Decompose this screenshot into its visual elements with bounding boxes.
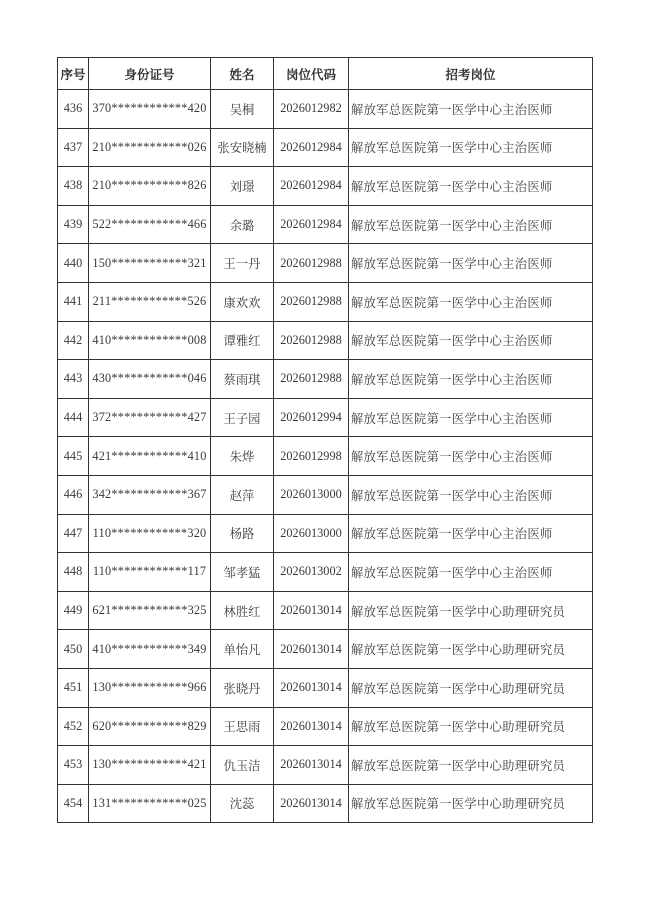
cell-job-title: 解放军总医院第一医学中心主治医师 [349, 514, 593, 553]
table-row [58, 514, 593, 553]
cell-name: 张晓丹 [211, 668, 274, 707]
cell-id-number: 621************325 [89, 591, 211, 630]
cell-serial: 439 [58, 205, 89, 244]
cell-name: 邹孝猛 [211, 553, 274, 592]
cell-serial: 445 [58, 437, 89, 476]
cell-job-code: 2026013014 [274, 630, 349, 669]
cell-serial: 454 [58, 784, 89, 823]
table-row [58, 630, 593, 669]
cell-job-code: 2026013014 [274, 784, 349, 823]
cell-job-code: 2026012994 [274, 398, 349, 437]
cell-serial: 449 [58, 591, 89, 630]
cell-job-title: 解放军总医院第一医学中心主治医师 [349, 90, 593, 129]
cell-job-title: 解放军总医院第一医学中心助理研究员 [349, 630, 593, 669]
cell-id-number: 620************829 [89, 707, 211, 746]
cell-serial: 451 [58, 668, 89, 707]
table-row [58, 360, 593, 399]
cell-serial: 446 [58, 475, 89, 514]
cell-serial: 441 [58, 282, 89, 321]
cell-job-title: 解放军总医院第一医学中心主治医师 [349, 398, 593, 437]
cell-name: 王子园 [211, 398, 274, 437]
cell-serial: 452 [58, 707, 89, 746]
cell-job-title: 解放军总医院第一医学中心助理研究员 [349, 707, 593, 746]
cell-id-number: 211************526 [89, 282, 211, 321]
cell-job-title: 解放军总医院第一医学中心主治医师 [349, 475, 593, 514]
cell-name: 王一丹 [211, 244, 274, 283]
cell-id-number: 342************367 [89, 475, 211, 514]
cell-job-code: 2026012982 [274, 90, 349, 129]
table-row [58, 244, 593, 283]
cell-name: 谭雅红 [211, 321, 274, 360]
cell-job-code: 2026013000 [274, 514, 349, 553]
cell-name: 康欢欢 [211, 282, 274, 321]
cell-job-code: 2026013014 [274, 746, 349, 785]
cell-job-code: 2026013014 [274, 591, 349, 630]
cell-job-code: 2026013014 [274, 707, 349, 746]
cell-id-number: 210************826 [89, 167, 211, 206]
cell-job-code: 2026012988 [274, 321, 349, 360]
cell-job-code: 2026013002 [274, 553, 349, 592]
table-row [58, 784, 593, 823]
cell-name: 蔡雨琪 [211, 360, 274, 399]
table-row [58, 398, 593, 437]
cell-serial: 448 [58, 553, 89, 592]
cell-id-number: 150************321 [89, 244, 211, 283]
table-row [58, 437, 593, 476]
cell-id-number: 372************427 [89, 398, 211, 437]
cell-name: 沈蕊 [211, 784, 274, 823]
cell-job-code: 2026012984 [274, 167, 349, 206]
cell-job-title: 解放军总医院第一医学中心主治医师 [349, 205, 593, 244]
cell-job-code: 2026012988 [274, 244, 349, 283]
cell-serial: 447 [58, 514, 89, 553]
cell-name: 吴桐 [211, 90, 274, 129]
cell-id-number: 210************026 [89, 128, 211, 167]
cell-id-number: 522************466 [89, 205, 211, 244]
cell-serial: 437 [58, 128, 89, 167]
table-row [58, 707, 593, 746]
cell-serial: 442 [58, 321, 89, 360]
cell-serial: 450 [58, 630, 89, 669]
table-row [58, 591, 593, 630]
cell-id-number: 421************410 [89, 437, 211, 476]
table-header-row [58, 58, 593, 90]
table-body [58, 90, 593, 823]
cell-name: 杨路 [211, 514, 274, 553]
column-header-job-title: 招考岗位 [349, 58, 593, 90]
table-row [58, 475, 593, 514]
cell-job-title: 解放军总医院第一医学中心主治医师 [349, 437, 593, 476]
cell-name: 仇玉洁 [211, 746, 274, 785]
cell-job-title: 解放军总医院第一医学中心主治医师 [349, 167, 593, 206]
cell-job-code: 2026012984 [274, 128, 349, 167]
cell-id-number: 130************421 [89, 746, 211, 785]
table-row [58, 205, 593, 244]
cell-job-code: 2026012988 [274, 360, 349, 399]
table-row [58, 746, 593, 785]
cell-job-code: 2026012998 [274, 437, 349, 476]
cell-job-title: 解放军总医院第一医学中心主治医师 [349, 128, 593, 167]
cell-id-number: 370************420 [89, 90, 211, 129]
cell-id-number: 131************025 [89, 784, 211, 823]
cell-serial: 443 [58, 360, 89, 399]
cell-name: 朱烨 [211, 437, 274, 476]
table-row [58, 282, 593, 321]
column-header-name: 姓名 [211, 58, 274, 90]
applicant-table [57, 57, 593, 823]
cell-serial: 440 [58, 244, 89, 283]
cell-id-number: 130************966 [89, 668, 211, 707]
cell-job-title: 解放军总医院第一医学中心助理研究员 [349, 591, 593, 630]
cell-serial: 438 [58, 167, 89, 206]
cell-id-number: 410************349 [89, 630, 211, 669]
cell-name: 张安晓楠 [211, 128, 274, 167]
cell-name: 余璐 [211, 205, 274, 244]
cell-job-code: 2026013000 [274, 475, 349, 514]
cell-name: 王思雨 [211, 707, 274, 746]
cell-id-number: 110************117 [89, 553, 211, 592]
cell-job-code: 2026012984 [274, 205, 349, 244]
table-row [58, 128, 593, 167]
cell-job-code: 2026013014 [274, 668, 349, 707]
cell-id-number: 110************320 [89, 514, 211, 553]
cell-id-number: 410************008 [89, 321, 211, 360]
cell-id-number: 430************046 [89, 360, 211, 399]
table-row [58, 167, 593, 206]
cell-name: 林胜红 [211, 591, 274, 630]
cell-serial: 444 [58, 398, 89, 437]
cell-job-title: 解放军总医院第一医学中心主治医师 [349, 553, 593, 592]
cell-job-title: 解放军总医院第一医学中心助理研究员 [349, 746, 593, 785]
cell-name: 单怡凡 [211, 630, 274, 669]
cell-job-title: 解放军总医院第一医学中心主治医师 [349, 244, 593, 283]
column-header-id-number: 身份证号 [89, 58, 211, 90]
cell-serial: 436 [58, 90, 89, 129]
cell-name: 刘璟 [211, 167, 274, 206]
cell-name: 赵萍 [211, 475, 274, 514]
table-row [58, 668, 593, 707]
table-row [58, 553, 593, 592]
cell-serial: 453 [58, 746, 89, 785]
column-header-job-code: 岗位代码 [274, 58, 349, 90]
column-header-serial: 序号 [58, 58, 89, 90]
cell-job-title: 解放军总医院第一医学中心主治医师 [349, 360, 593, 399]
cell-job-title: 解放军总医院第一医学中心助理研究员 [349, 668, 593, 707]
table-row [58, 321, 593, 360]
cell-job-code: 2026012988 [274, 282, 349, 321]
cell-job-title: 解放军总医院第一医学中心主治医师 [349, 321, 593, 360]
cell-job-title: 解放军总医院第一医学中心主治医师 [349, 282, 593, 321]
table-row [58, 90, 593, 129]
cell-job-title: 解放军总医院第一医学中心助理研究员 [349, 784, 593, 823]
